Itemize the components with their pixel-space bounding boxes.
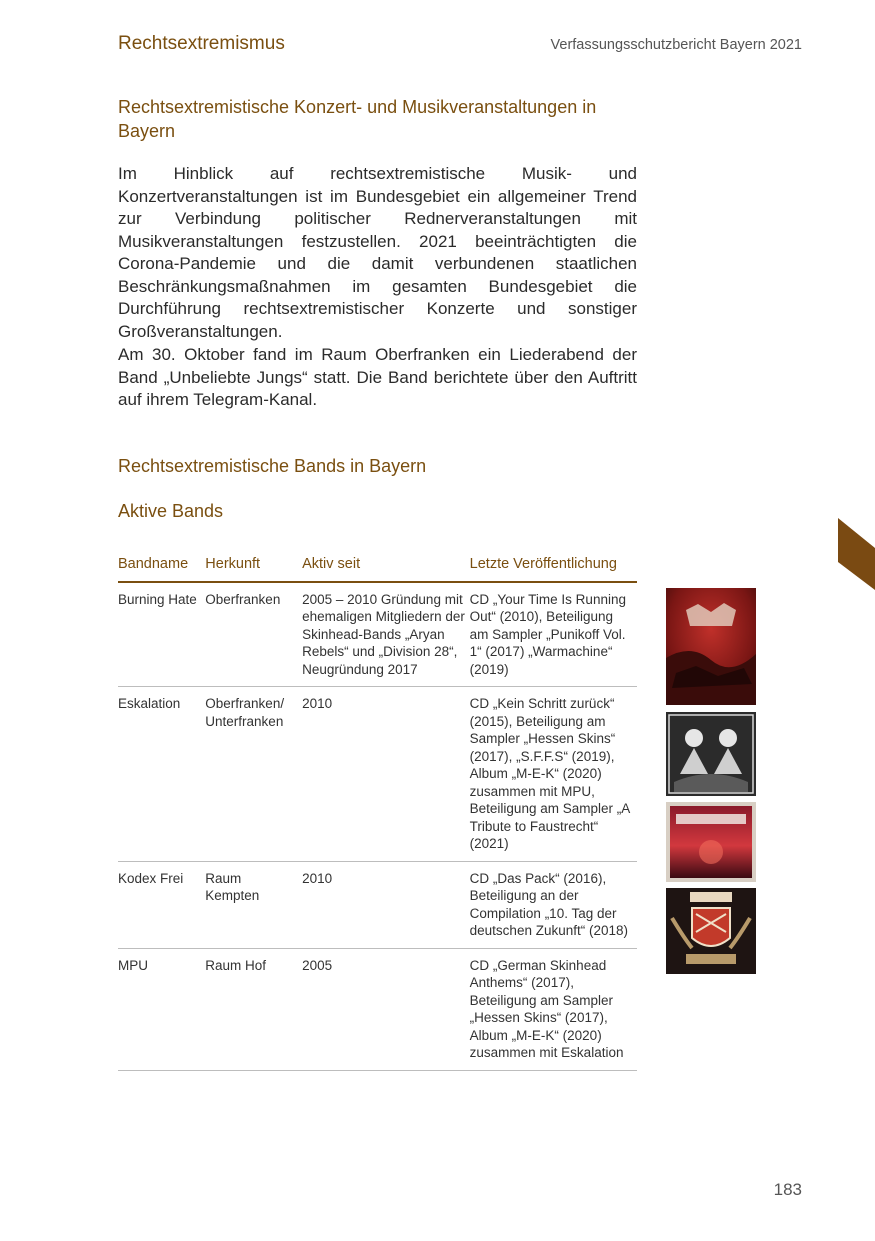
table-row — [118, 687, 637, 862]
table-header-row — [118, 556, 637, 582]
column-header-herkunft: Herkunft — [205, 556, 302, 582]
band-active-since-cell: 2010 — [302, 861, 470, 948]
band-latest-release-cell: CD „German Skinhead Anthems“ (2017), Beteiligung am Sampler „Hessen Skins“ (2017), Album „M-E-K“ (2020) zusammen mit Eskalation — [470, 948, 637, 1070]
eskalation-album-cover — [666, 712, 756, 796]
column-header-letzte-veroeffentlichung: Letzte Veröffentlichung — [470, 556, 637, 582]
concerts-paragraph-1: Im Hinblick auf rechtsextremistische Musik- und Konzertveranstaltungen ist im Bundesgebiet ein allgemeiner Trend zur Verbindung politischer Rednerveranstaltungen mit Musikveranstaltungen festzustellen. 2021 beeinträchtigten die Corona-Pandemie und die damit verbundenen staatlichen Beschränkungsmaßnahmen im gesamten Bundesgebiet die Durchführung rechtsextremistischer Konzerte und sonstiger Großveranstaltungen. — [118, 164, 637, 341]
band-active-since-cell: 2005 – 2010 Gründung mit ehemaligen Mitgliedern der Skinhead-Bands „Aryan Rebels“ und „Division 28“, Neugründung 2017 — [302, 582, 470, 687]
concerts-heading: Rechtsextremistische Konzert- und Musikveranstaltungen in Bayern — [118, 97, 597, 141]
band-latest-release-cell: CD „Your Time Is Running Out“ (2010), Beteiligung am Sampler „Punikoff Vol. 1“ (2017) „Warmachine“ (2019) — [470, 582, 637, 687]
table-row — [118, 948, 637, 1070]
page-number: 183 — [773, 1180, 802, 1199]
column-header-aktiv-seit: Aktiv seit — [302, 556, 470, 582]
band-active-since-cell: 2005 — [302, 948, 470, 1070]
table-row — [118, 582, 637, 687]
band-latest-release-cell: CD „Kein Schritt zurück“ (2015), Beteiligung am Sampler „Hessen Skins“ (2017), „S.F.F.S“ (2019), Album „M-E-K“ (2020) zusammen mit MPU, Beteiligung am Sampler „A Tribute to Faustrecht“ (2021) — [470, 687, 637, 862]
band-origin-cell: Raum Hof — [205, 948, 302, 1070]
band-latest-release-cell: CD „Das Pack“ (2016), Beteiligung an der Compilation „10. Tag der deutschen Zukunft“ (2018) — [470, 861, 637, 948]
concerts-paragraph-2: Am 30. Oktober fand im Raum Oberfranken ein Liederabend der Band „Unbeliebte Jungs“ statt. Die Band berichtete über den Auftritt auf ihrem Telegram-Kanal. — [118, 345, 637, 409]
running-header-section: Rechtsextremismus — [118, 33, 285, 54]
active-bands-subheading: Aktive Bands — [118, 501, 224, 521]
band-origin-cell: Oberfranken/ Unterfranken — [205, 687, 302, 862]
column-header-bandname: Bandname — [118, 556, 205, 582]
bands-table — [118, 556, 637, 1071]
chapter-tab-marker — [838, 518, 875, 590]
burning-hate-album-cover — [666, 588, 756, 705]
band-name-cell: Kodex Frei — [118, 861, 205, 948]
running-header-publication: Verfassungsschutzbericht Bayern 2021 — [550, 37, 802, 53]
band-name-cell: Eskalation — [118, 687, 205, 862]
bands-heading: Rechtsextremistische Bands in Bayern — [118, 456, 427, 476]
mpu-album-cover — [666, 888, 756, 974]
kodex-frei-album-cover — [666, 802, 756, 882]
band-origin-cell: Raum Kempten — [205, 861, 302, 948]
table-row — [118, 861, 637, 948]
band-name-cell: Burning Hate — [118, 582, 205, 687]
band-origin-cell: Oberfranken — [205, 582, 302, 687]
band-name-cell: MPU — [118, 948, 205, 1070]
band-active-since-cell: 2010 — [302, 687, 470, 862]
